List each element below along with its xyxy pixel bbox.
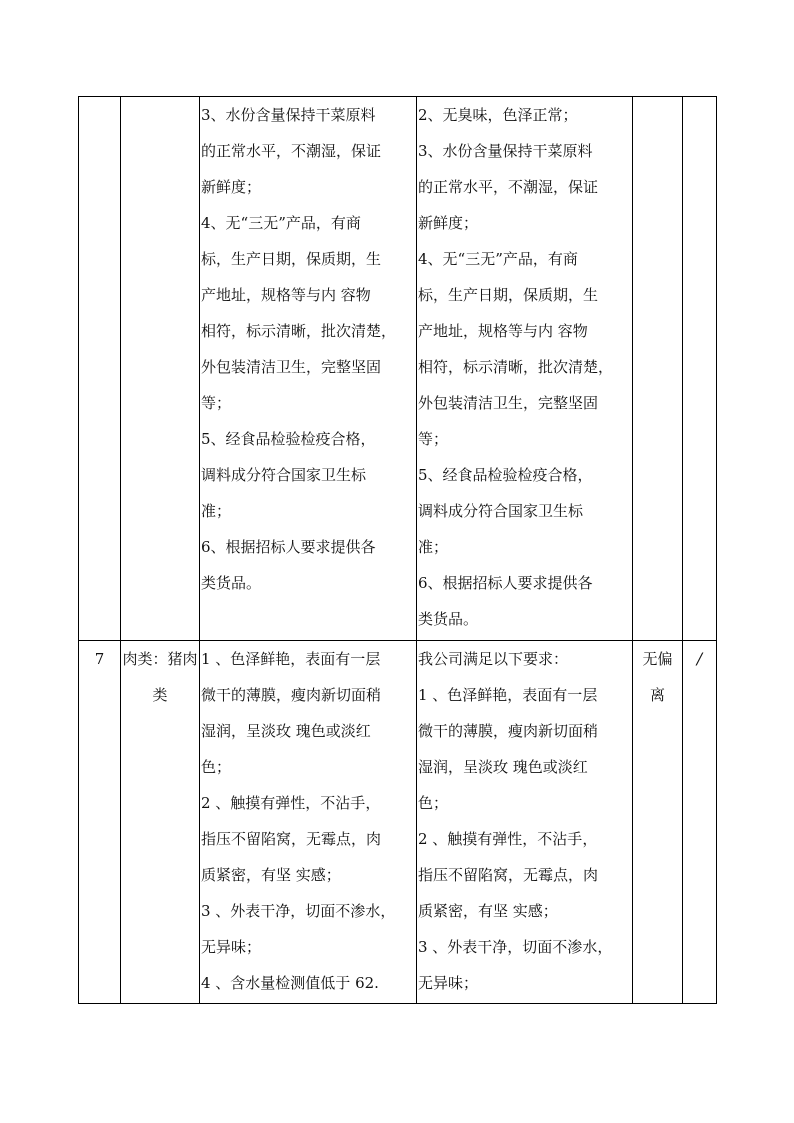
response-line: 色； — [418, 794, 449, 812]
response-line: 相符，标示清晰，批次清楚， — [418, 358, 614, 376]
response-line: 无异味； — [418, 974, 479, 992]
response-line: 外包装清洁卫生，完整坚固 — [418, 394, 599, 412]
response-line: 我公司满足以下要求： — [418, 650, 569, 668]
response-line: 的正常水平，不潮湿，保证 — [418, 178, 599, 196]
response-line: 类货品。 — [418, 610, 479, 628]
note-cell — [683, 641, 717, 1004]
note-cell — [683, 97, 717, 641]
note-slash: / — [696, 649, 703, 668]
item-number-cell — [79, 97, 121, 641]
response-line: 1 、色泽鲜艳，表面有一层 — [418, 686, 598, 704]
item-number-cell: 7 — [79, 641, 121, 1004]
requirement-line: 3、水份含量保持干菜原料 — [201, 106, 376, 124]
item-name-cell — [121, 97, 200, 641]
requirement-line: 的正常水平，不潮湿，保证 — [201, 142, 382, 160]
response-line: 4、无“三无”产品，有商 — [418, 250, 578, 268]
requirement-line: 调料成分符合国家卫生标 — [201, 466, 367, 484]
response-line: 质紧密，有坚 实感； — [418, 902, 558, 920]
requirement-line: 相符，标示清晰，批次清楚， — [201, 322, 397, 340]
response-line: 微干的薄膜，瘦肉新切面稍 — [418, 722, 599, 740]
response-line: 新鲜度； — [418, 214, 479, 232]
deviation-line: 离 — [649, 686, 665, 704]
deviation-line: 无偏 — [642, 650, 673, 668]
requirement-line: 外包装清洁卫生，完整坚固 — [201, 358, 382, 376]
requirement-line: 类货品。 — [201, 574, 262, 592]
requirement-line: 湿润，呈淡玫 瑰色或淡红 — [201, 722, 371, 740]
requirement-line: 产地址，规格等与内 容物 — [201, 286, 371, 304]
requirement-line: 等； — [201, 394, 232, 412]
requirement-line: 准； — [201, 502, 232, 520]
requirement-line: 新鲜度； — [201, 178, 262, 196]
response-line: 2、无臭味，色泽正常； — [418, 106, 578, 124]
response-cell — [417, 641, 633, 1004]
requirement-line: 5、经食品检验检疫合格， — [201, 430, 376, 448]
response-line: 3 、外表干净，切面不渗水， — [418, 938, 613, 956]
response-line: 6、根据招标人要求提供各 — [418, 574, 593, 592]
requirement-line: 质紧密，有坚 实感； — [201, 866, 341, 884]
response-line: 3、水份含量保持干菜原料 — [418, 142, 593, 160]
requirement-cell — [200, 97, 417, 641]
requirement-line: 指压不留陷窝，无霉点，肉 — [201, 830, 382, 848]
requirement-line: 2 、触摸有弹性，不沾手， — [201, 794, 381, 812]
table-row — [79, 641, 717, 1004]
requirement-line: 4 、含水量检测值低于 62. — [201, 974, 379, 992]
response-cell — [417, 97, 633, 641]
response-line: 2 、触摸有弹性，不沾手， — [418, 830, 598, 848]
requirement-line: 3 、外表干净，切面不渗水， — [201, 902, 396, 920]
requirement-line: 4、无“三无”产品，有商 — [201, 214, 361, 232]
requirement-line: 6、根据招标人要求提供各 — [201, 538, 376, 556]
response-line: 湿润，呈淡玫 瑰色或淡红 — [418, 758, 588, 776]
specification-table — [78, 96, 717, 1004]
requirement-line: 微干的薄膜，瘦肉新切面稍 — [201, 686, 382, 704]
response-line: 产地址，规格等与内 容物 — [418, 322, 588, 340]
deviation-cell — [633, 641, 683, 1004]
deviation-cell — [633, 97, 683, 641]
response-line: 5、经食品检验检疫合格， — [418, 466, 593, 484]
response-line: 调料成分符合国家卫生标 — [418, 502, 584, 520]
response-line: 等； — [418, 430, 449, 448]
item-name-line: 类 — [152, 686, 168, 704]
response-line: 准； — [418, 538, 449, 556]
response-line: 标，生产日期，保质期，生 — [418, 286, 599, 304]
requirement-line: 无异味； — [201, 938, 262, 956]
item-name-line: 肉类：猪肉 — [122, 650, 198, 668]
table-row — [79, 97, 717, 641]
response-line: 指压不留陷窝，无霉点，肉 — [418, 866, 599, 884]
requirement-line: 色； — [201, 758, 232, 776]
requirement-line: 标，生产日期，保质期，生 — [201, 250, 382, 268]
requirement-cell — [200, 641, 417, 1004]
item-name-cell — [121, 641, 200, 1004]
requirement-line: 1 、色泽鲜艳，表面有一层 — [201, 650, 381, 668]
